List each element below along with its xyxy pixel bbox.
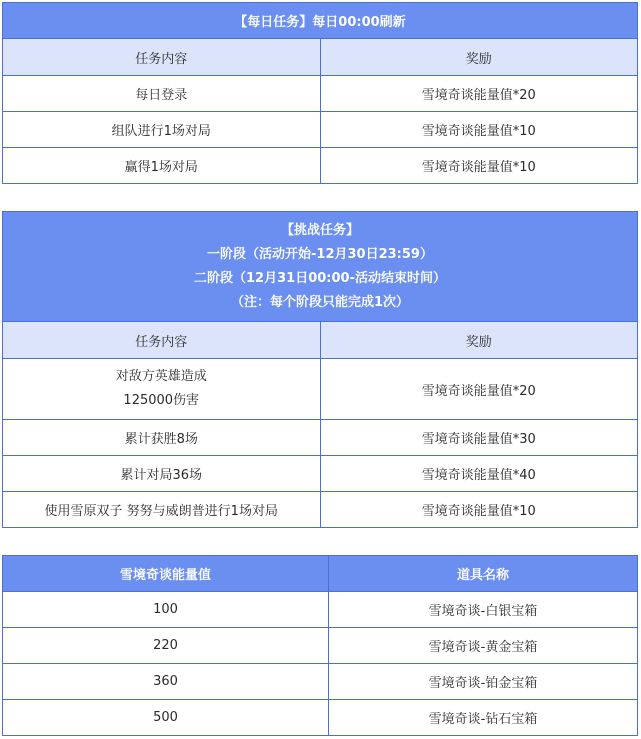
table-row [3, 592, 638, 628]
task-line: 对敌方英雄造成 [115, 369, 207, 384]
item-cell: 雪境奇谈-黄金宝箱 [329, 628, 638, 664]
challenge-task-title [3, 212, 638, 322]
energy-cell: 100 [3, 592, 329, 628]
task-cell: 每日登录 [3, 76, 321, 112]
task-cell: 赢得1场对局 [3, 148, 321, 184]
table-row [3, 148, 638, 184]
challenge-stage-two: 二阶段（12月31日00:00-活动结束时间） [194, 270, 446, 286]
reward-cell: 雪境奇谈能量值*40 [320, 456, 638, 492]
task-line: 125000伤害 [123, 393, 200, 408]
task-cell: 组队进行1场对局 [3, 112, 321, 148]
table-row [3, 456, 638, 492]
energy-cell: 220 [3, 628, 329, 664]
table-row [3, 628, 638, 664]
task-cell: 使用雪原双子 努努与威朗普进行1场对局 [3, 492, 321, 528]
challenge-title-line: 【挑战任务】 [280, 222, 359, 238]
challenge-task-table [2, 211, 638, 528]
reward-cell: 雪境奇谈能量值*10 [320, 492, 638, 528]
column-header-task: 任务内容 [3, 322, 321, 359]
energy-exchange-table [2, 555, 638, 736]
column-header-task: 任务内容 [3, 39, 321, 76]
reward-cell: 雪境奇谈能量值*20 [320, 359, 638, 420]
reward-cell: 雪境奇谈能量值*30 [320, 420, 638, 456]
reward-cell: 雪境奇谈能量值*10 [320, 148, 638, 184]
item-cell: 雪境奇谈-钻石宝箱 [329, 700, 638, 736]
task-cell: 累计对局36场 [3, 456, 321, 492]
table-row [3, 420, 638, 456]
challenge-note: （注：每个阶段只能完成1次） [230, 294, 410, 310]
table-row [3, 112, 638, 148]
daily-task-table [2, 2, 638, 184]
table-row [3, 664, 638, 700]
item-cell: 雪境奇谈-白银宝箱 [329, 592, 638, 628]
item-cell: 雪境奇谈-铂金宝箱 [329, 664, 638, 700]
table-row [3, 359, 638, 420]
reward-cell: 雪境奇谈能量值*10 [320, 112, 638, 148]
column-header-reward: 奖励 [320, 322, 638, 359]
table-row [3, 76, 638, 112]
task-cell: 累计获胜8场 [3, 420, 321, 456]
column-header-item: 道具名称 [329, 556, 638, 592]
column-header-reward: 奖励 [320, 39, 638, 76]
energy-cell: 360 [3, 664, 329, 700]
reward-cell: 雪境奇谈能量值*20 [320, 76, 638, 112]
energy-cell: 500 [3, 700, 329, 736]
column-header-energy: 雪境奇谈能量值 [3, 556, 329, 592]
daily-task-title: 【每日任务】每日00:00刷新 [3, 3, 638, 39]
challenge-stage-one: 一阶段（活动开始-12月30日23:59） [207, 246, 433, 262]
task-cell [3, 359, 321, 420]
table-row [3, 700, 638, 736]
table-row [3, 492, 638, 528]
